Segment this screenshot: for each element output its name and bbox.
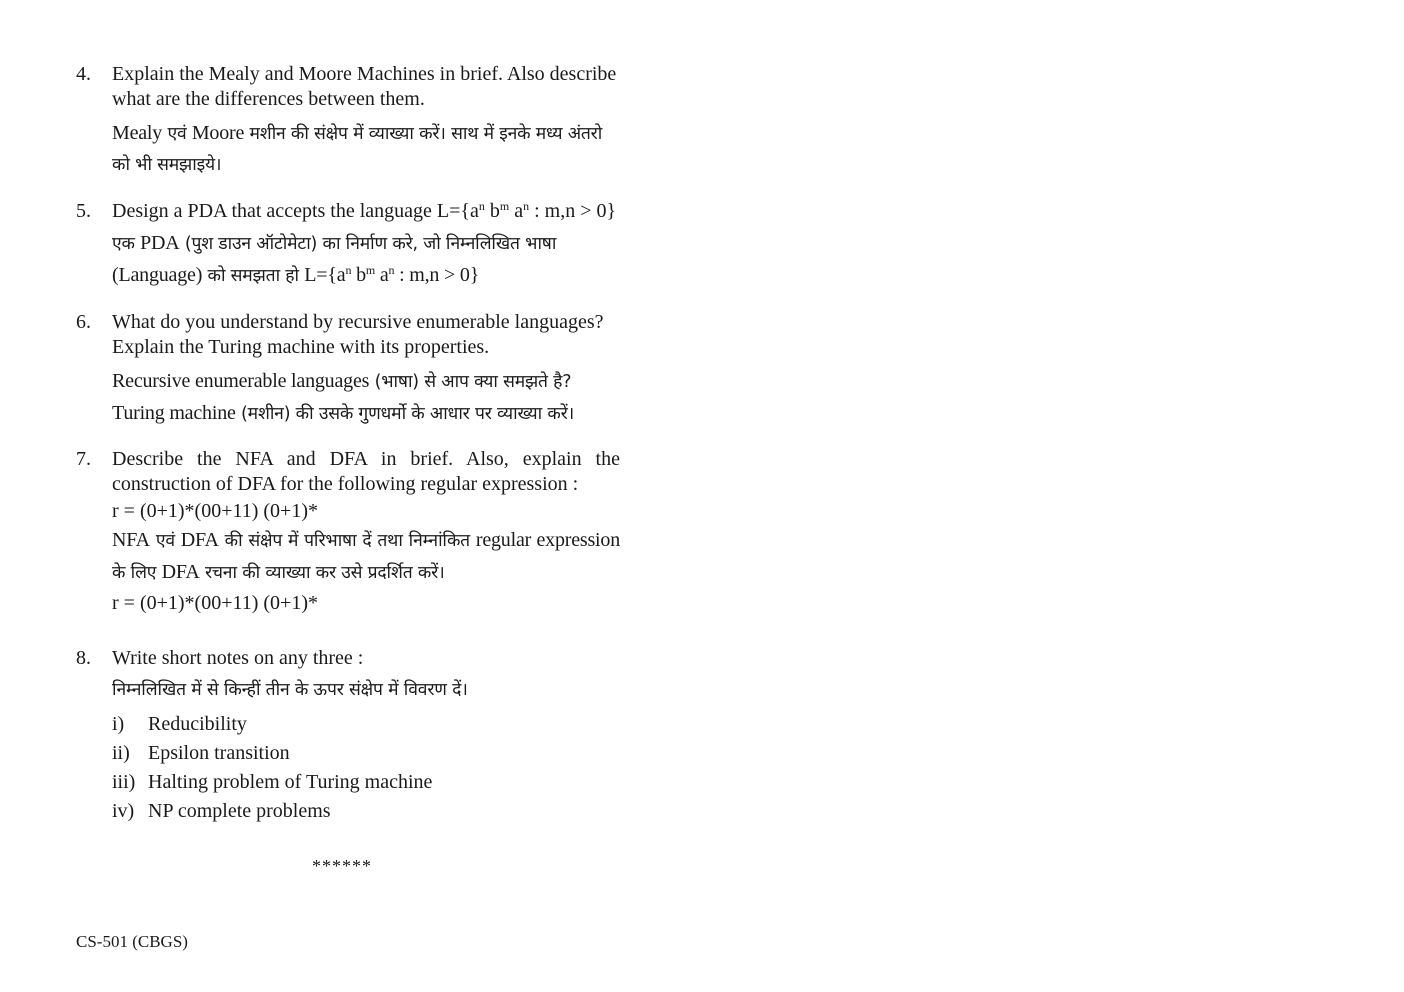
- question-number: 5.: [76, 200, 91, 222]
- question-body: [112, 447, 620, 617]
- question-text-english: What do you understand by recursive enumerable languages? Explain the Turing machine with its properties.: [112, 311, 604, 358]
- question-text-english: Explain the Mealy and Moore Machines in brief. Also describe what are the differences between them.: [112, 63, 617, 110]
- question-text-hindi: NFA एवं DFA की संक्षेप में परिभाषा दें तथा निम्नांकित regular expression के लिए DFA रचना की व्याख्या कर उसे प्रदर्शित करें।: [112, 529, 620, 583]
- regular-expression: r = (0+1)*(00+11) (0+1)*: [112, 500, 318, 522]
- question-number: 4.: [76, 63, 91, 85]
- question-body: [112, 646, 620, 826]
- question-text-english: Design a PDA that accepts the language $L=\{a^n$ $b^m$ $a^n$ : m,n > 0}: [112, 199, 617, 222]
- question-body: [112, 310, 620, 430]
- question-body: [112, 199, 620, 292]
- list-item: iii) Halting problem of Turing machine: [112, 771, 433, 793]
- question-number: 6.: [76, 311, 91, 333]
- short-notes-list: [112, 710, 620, 826]
- paper-code-footer: CS-501 (CBGS): [76, 932, 188, 951]
- list-item: ii) Epsilon transition: [112, 742, 290, 764]
- list-item: iv) NP complete problems: [112, 800, 331, 822]
- question-text-hindi: Mealy एवं Moore मशीन की संक्षेप में व्याख्या करें। साथ में इनके मध्य अंतरो को भी समझाइये।: [112, 122, 603, 175]
- question-text-hindi: Recursive enumerable languages (भाषा) से आप क्या समझते है? Turing machine (मशीन) की उसके गुणधर्मो के आधार पर व्याख्या करें।: [112, 370, 575, 424]
- regular-expression-hindi: r = (0+1)*(00+11) (0+1)*: [112, 592, 318, 614]
- question-number: 7.: [76, 448, 91, 470]
- list-item: i) Reducibility: [112, 713, 247, 735]
- question-text-english: Write short notes on any three :: [112, 647, 364, 669]
- question-number: 8.: [76, 647, 91, 669]
- question-text-hindi: निम्नलिखित में से किन्हीं तीन के ऊपर संक्षेप में विवरण दें।: [112, 680, 468, 700]
- end-marker: ******: [312, 856, 372, 876]
- question-body: [112, 62, 620, 181]
- question-text-hindi: एक PDA (पुश डाउन ऑटोमेटा) का निर्माण करे, जो निम्नलिखित भाषा (Language) को समझता हो $L=\{a^n$ $b^m$ $a^n$ : m,n > 0}: [112, 232, 557, 286]
- question-text-english: Describe the NFA and DFA in brief. Also, explain the construction of DFA for the following regular expression :: [112, 448, 620, 495]
